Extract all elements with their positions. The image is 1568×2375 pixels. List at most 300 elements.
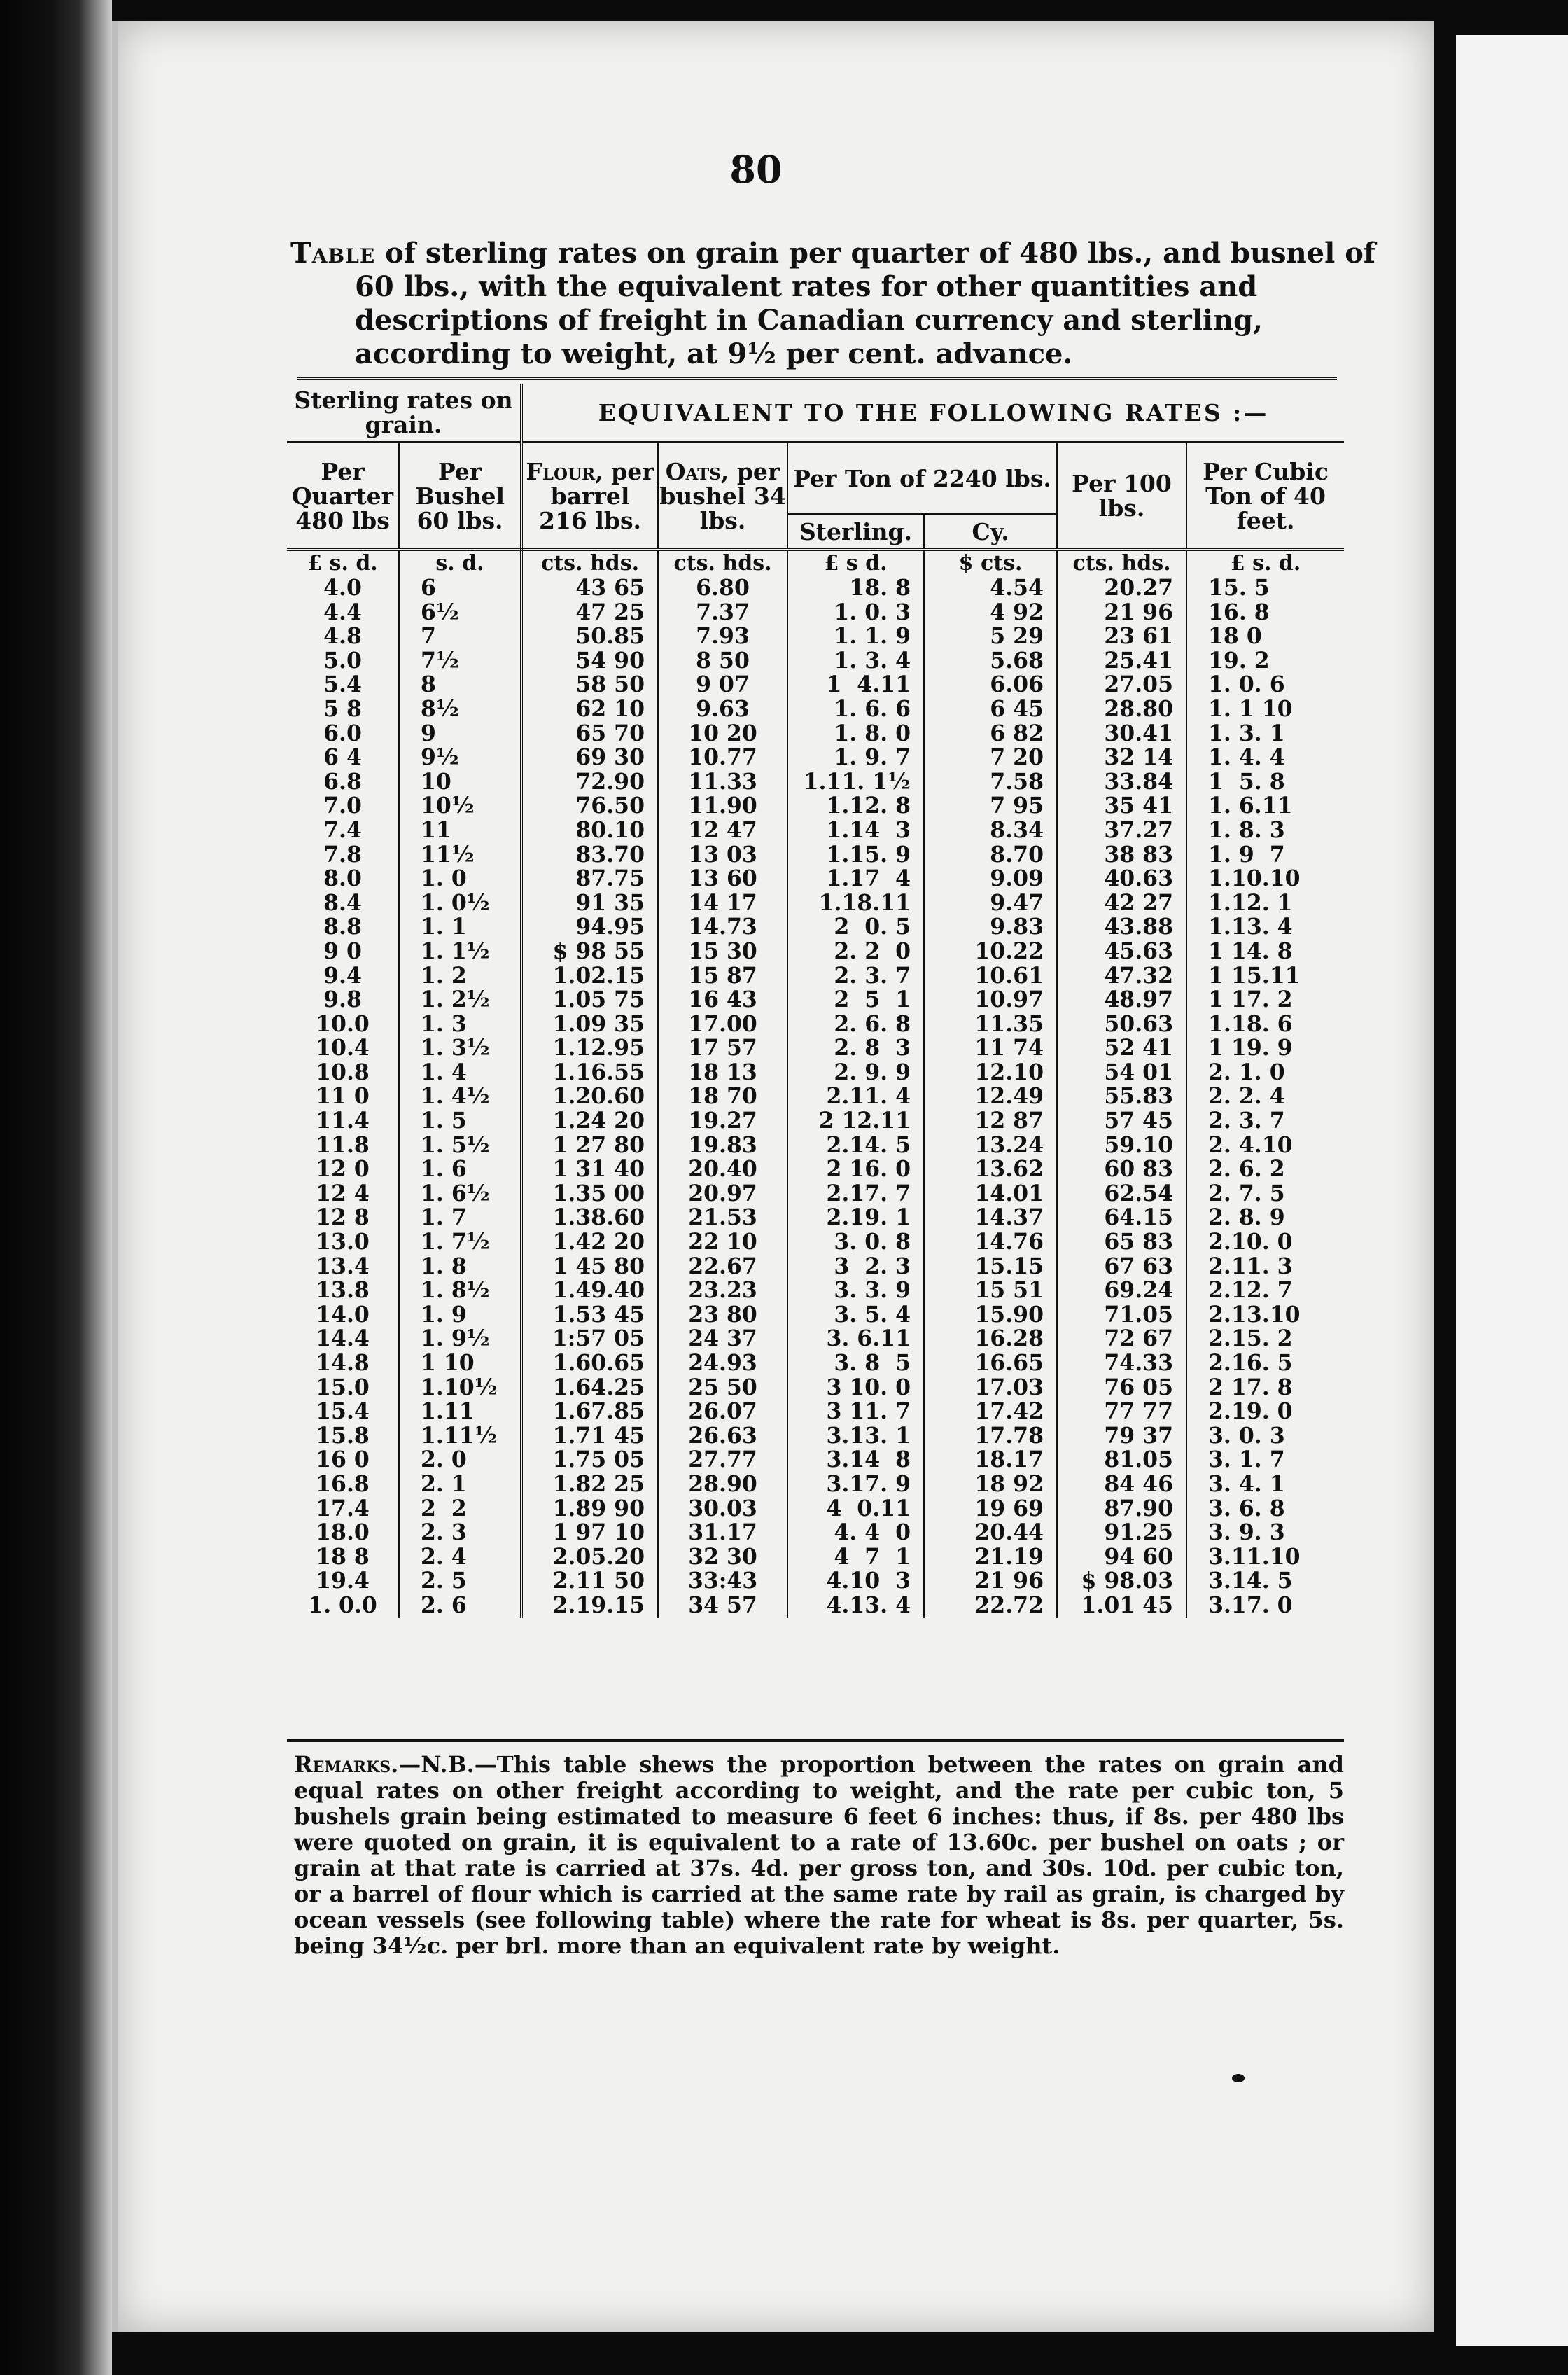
cell-per-cubic: 19. 2 <box>1208 647 1270 674</box>
cell-ton-cy: 11.35 <box>924 1012 1057 1037</box>
table-row <box>287 1085 1344 1109</box>
cell-per-100: 20.27 <box>1057 576 1186 601</box>
cell-ton-cy: 7.58 <box>924 770 1057 795</box>
cell-ton-cy: 20.44 <box>924 1521 1057 1545</box>
cell-per-100: 72 67 <box>1057 1327 1186 1351</box>
cell-ton-sterling: 1 4.11 <box>788 673 924 697</box>
cell-oats: 23.23 <box>658 1279 788 1303</box>
cell-ton-sterling: 3. 6.11 <box>788 1327 924 1351</box>
cell-per-quarter: 8.4 <box>287 891 399 916</box>
table-row <box>287 1230 1344 1255</box>
unit-sterling: £ s d. <box>788 550 924 576</box>
cell-per-bushel: 2. 3 <box>399 1521 522 1545</box>
cell-per-quarter: 5.0 <box>287 649 399 674</box>
cell-per-100: 84 46 <box>1057 1472 1186 1497</box>
cell-ton-sterling: 3. 3. 9 <box>788 1279 924 1303</box>
cell-flour: 1.60.65 <box>522 1351 658 1376</box>
cell-per-cubic: 2. 7. 5 <box>1208 1180 1285 1206</box>
cell-per-100: 32 14 <box>1057 746 1186 770</box>
cell-per-bushel: 1. 1½ <box>399 940 522 964</box>
table-row <box>287 867 1344 891</box>
table-title <box>290 237 1405 371</box>
cell-oats: 10.77 <box>658 746 788 770</box>
cell-per-cubic: 1. 3. 1 <box>1208 720 1285 746</box>
cell-ton-sterling: 2. 3. 7 <box>788 964 924 989</box>
table-row <box>287 1061 1344 1085</box>
cell-oats: 19.27 <box>658 1109 788 1134</box>
cell-flour: 72.90 <box>522 770 658 795</box>
table-row <box>287 1400 1344 1424</box>
cell-per-quarter: 6 4 <box>287 746 399 770</box>
cell-per-100: 42 27 <box>1057 891 1186 916</box>
header-cy: Cy. <box>924 514 1057 550</box>
cell-per-cubic: 2. 3. 7 <box>1208 1108 1285 1134</box>
cell-per-bushel: 2. 6 <box>399 1594 522 1618</box>
cell-flour: 1:57 05 <box>522 1327 658 1351</box>
cell-per-bushel: 1. 9 <box>399 1303 522 1328</box>
cell-per-100: 40.63 <box>1057 867 1186 891</box>
header-per-ton: Per Ton of 2240 lbs. <box>788 443 1057 515</box>
page-number: 80 <box>729 147 783 192</box>
cell-per-bushel: 1. 4 <box>399 1061 522 1085</box>
cell-per-bushel: 1. 2½ <box>399 988 522 1012</box>
cell-per-cubic: 2.15. 2 <box>1208 1325 1293 1352</box>
cell-per-bushel: 2 2 <box>399 1497 522 1521</box>
cell-per-100: 60 83 <box>1057 1157 1186 1182</box>
cell-oats: 22 10 <box>658 1230 788 1255</box>
table-row <box>287 915 1344 940</box>
cell-per-bushel: 2. 1 <box>399 1472 522 1497</box>
cell-flour: 1.89 90 <box>522 1497 658 1521</box>
cell-ton-sterling: 1.18.11 <box>788 891 924 916</box>
cell-flour: 2.05.20 <box>522 1545 658 1570</box>
cell-per-cubic: 3.17. 0 <box>1208 1592 1293 1618</box>
cell-per-quarter: 4.4 <box>287 601 399 625</box>
cell-flour: 1 97 10 <box>522 1521 658 1545</box>
cell-ton-sterling: 3 11. 7 <box>788 1400 924 1424</box>
cell-per-bushel: 1. 6 <box>399 1157 522 1182</box>
table-row <box>287 794 1344 819</box>
table-row <box>287 673 1344 697</box>
cell-ton-sterling: 3.13. 1 <box>788 1424 924 1449</box>
table-row <box>287 1351 1344 1376</box>
cell-per-quarter: 9.4 <box>287 964 399 989</box>
cell-per-100: 71.05 <box>1057 1303 1186 1328</box>
cell-per-100: 81.05 <box>1057 1448 1186 1472</box>
cell-oats: 9 07 <box>658 673 788 697</box>
cell-per-cubic: 16. 8 <box>1208 599 1270 625</box>
cell-per-bushel: 2. 4 <box>399 1545 522 1570</box>
cell-ton-cy: 19 69 <box>924 1497 1057 1521</box>
cell-ton-sterling: 3 10. 0 <box>788 1376 924 1400</box>
cell-ton-cy: 9.09 <box>924 867 1057 891</box>
cell-oats: 15 30 <box>658 940 788 964</box>
cell-per-100: 87.90 <box>1057 1497 1186 1521</box>
cell-ton-cy: 7 95 <box>924 794 1057 819</box>
cell-ton-cy: 14.76 <box>924 1230 1057 1255</box>
cell-flour: 43 65 <box>522 576 658 601</box>
header-oats <box>658 443 788 550</box>
cell-per-cubic: 1. 9 7 <box>1208 841 1285 868</box>
cell-per-quarter: 5.4 <box>287 673 399 697</box>
cell-ton-cy: 21.19 <box>924 1545 1057 1570</box>
cell-oats: 15 87 <box>658 964 788 989</box>
cell-flour: 69 30 <box>522 746 658 770</box>
cell-per-cubic: 1. 4. 4 <box>1208 744 1285 771</box>
cell-per-bushel: 2. 5 <box>399 1569 522 1594</box>
cell-ton-sterling: 1.11. 1½ <box>788 770 924 795</box>
cell-ton-sterling: 2. 6. 8 <box>788 1012 924 1037</box>
cell-flour: 1.75 05 <box>522 1448 658 1472</box>
table-row <box>287 1569 1344 1594</box>
header-flour <box>522 443 658 550</box>
cell-flour: 1.02.15 <box>522 964 658 989</box>
cell-per-quarter: 12 8 <box>287 1206 399 1230</box>
cell-per-bushel: 10½ <box>399 794 522 819</box>
cell-flour: 50.85 <box>522 625 658 649</box>
cell-ton-sterling: 1. 1. 9 <box>788 625 924 649</box>
cell-flour: 1.71 45 <box>522 1424 658 1449</box>
cell-per-cubic: 2.11. 3 <box>1208 1253 1293 1279</box>
cell-flour: 1.64.25 <box>522 1376 658 1400</box>
cell-per-quarter: 4.0 <box>287 576 399 601</box>
cell-ton-sterling: 1. 9. 7 <box>788 746 924 770</box>
cell-per-cubic: 2. 2. 4 <box>1208 1083 1285 1110</box>
cell-flour: 83.70 <box>522 843 658 868</box>
cell-flour: 65 70 <box>522 722 658 746</box>
remarks-text: —N.B.—This table shews the proportion between the rates on grain and equal rates on other freight according to weight, and the rate per cubic ton, 5 bushels grain being estimated to measure 6 feet 6 inches: thus, if 8s. per 480 lbs were quoted on grain, it is equivalent to a rate of 13.60c. per bushel on oats ; or grain at that rate is carried at 37s. 4d. per gross ton, and 30s. 10d. per cubic ton, or a barrel of flour which is carried at the same rate by rail as grain, is charged by ocean vessels (see following table) where the rate for wheat is 8s. per quarter, 5s. being 34½c. per brl. more than an equivalent rate by weight. <box>294 1751 1344 1959</box>
cell-flour: 62 10 <box>522 697 658 722</box>
table-row <box>287 891 1344 916</box>
cell-per-100: 48.97 <box>1057 988 1186 1012</box>
cell-per-cubic: 1 5. 8 <box>1208 768 1285 795</box>
cell-per-100: 54 01 <box>1057 1061 1186 1085</box>
table-body <box>287 576 1344 1618</box>
table-row <box>287 1157 1344 1182</box>
cell-per-cubic: 1.12. 1 <box>1208 889 1293 916</box>
cell-per-bushel: 1. 4½ <box>399 1085 522 1109</box>
cell-per-quarter: 13.8 <box>287 1279 399 1303</box>
cell-oats: 11.90 <box>658 794 788 819</box>
cell-ton-cy: 9.83 <box>924 915 1057 940</box>
table-row <box>287 722 1344 746</box>
cell-per-cubic: 3. 9. 3 <box>1208 1519 1285 1546</box>
cell-per-cubic: 3. 4. 1 <box>1208 1470 1285 1497</box>
cell-per-cubic: 2.16. 5 <box>1208 1350 1293 1376</box>
table-row <box>287 940 1344 964</box>
cell-per-bushel: 7 <box>399 625 522 649</box>
cell-per-cubic: 1 19. 9 <box>1208 1035 1293 1061</box>
cell-per-100: 23 61 <box>1057 625 1186 649</box>
cell-per-quarter: 4.8 <box>287 625 399 649</box>
table-row <box>287 649 1344 674</box>
cell-per-quarter: 15.8 <box>287 1424 399 1449</box>
cell-oats: 24 37 <box>658 1327 788 1351</box>
cell-per-cubic: 2.12. 7 <box>1208 1277 1293 1304</box>
cell-per-quarter: 17.4 <box>287 1497 399 1521</box>
cell-per-quarter: 13.0 <box>287 1230 399 1255</box>
unit-flour: cts. hds. <box>522 550 658 576</box>
rates-table-wrap <box>287 384 1344 1618</box>
cell-ton-sterling: 1.14 3 <box>788 819 924 843</box>
rates-table <box>287 384 1344 1618</box>
cell-ton-sterling: 2.11. 4 <box>788 1085 924 1109</box>
cell-per-quarter: 5 8 <box>287 697 399 722</box>
unit-cy: $ cts. <box>924 550 1057 576</box>
cell-ton-sterling: 1. 3. 4 <box>788 649 924 674</box>
cell-ton-cy: 21 96 <box>924 1569 1057 1594</box>
cell-per-quarter: 10.4 <box>287 1036 399 1061</box>
cell-per-bushel: 10 <box>399 770 522 795</box>
unit-per-100: cts. hds. <box>1057 550 1186 576</box>
cell-per-bushel: 1. 7 <box>399 1206 522 1230</box>
cell-oats: 22.67 <box>658 1255 788 1279</box>
cell-ton-sterling: 2 16. 0 <box>788 1157 924 1182</box>
cell-per-cubic: 2 17. 8 <box>1208 1374 1293 1400</box>
cell-per-100: 45.63 <box>1057 940 1186 964</box>
cell-per-cubic: 1 14. 8 <box>1208 938 1293 964</box>
cell-oats: 20.40 <box>658 1157 788 1182</box>
cell-per-100: 47.32 <box>1057 964 1186 989</box>
cell-per-bushel: 1. 8 <box>399 1255 522 1279</box>
cell-per-100: 21 96 <box>1057 601 1186 625</box>
cell-per-bushel: 9½ <box>399 746 522 770</box>
cell-ton-sterling: 3. 5. 4 <box>788 1303 924 1328</box>
cell-per-100: 35 41 <box>1057 794 1186 819</box>
cell-per-quarter: 9.8 <box>287 988 399 1012</box>
cell-ton-cy: 16.65 <box>924 1351 1057 1376</box>
cell-per-100: 30.41 <box>1057 722 1186 746</box>
cell-ton-cy: 5.68 <box>924 649 1057 674</box>
cell-flour: 1.12.95 <box>522 1036 658 1061</box>
cell-per-quarter: 13.4 <box>287 1255 399 1279</box>
header-oats-rest: per bushel 34 lbs. <box>659 457 786 534</box>
table-row <box>287 1545 1344 1570</box>
cell-oats: 28.90 <box>658 1472 788 1497</box>
cell-flour: 2.11 50 <box>522 1569 658 1594</box>
cell-ton-sterling: 3.17. 9 <box>788 1472 924 1497</box>
cell-per-bushel: 1. 0½ <box>399 891 522 916</box>
cell-flour: 1 31 40 <box>522 1157 658 1182</box>
cell-per-quarter: 11 0 <box>287 1085 399 1109</box>
cell-per-cubic: 3.11.10 <box>1208 1543 1301 1570</box>
cell-ton-cy: 14.37 <box>924 1206 1057 1230</box>
cell-per-quarter: 16 0 <box>287 1448 399 1472</box>
cell-per-quarter: 18 8 <box>287 1545 399 1570</box>
cell-flour: 1.53 45 <box>522 1303 658 1328</box>
table-row <box>287 1376 1344 1400</box>
cell-oats: 26.07 <box>658 1400 788 1424</box>
header-equivalent-group: EQUIVALENT TO THE FOLLOWING RATES :— <box>522 384 1344 443</box>
cell-oats: 27.77 <box>658 1448 788 1472</box>
cell-per-cubic: 1.10.10 <box>1208 865 1301 892</box>
table-row <box>287 1472 1344 1497</box>
cell-flour: 58 50 <box>522 673 658 697</box>
remarks-paragraph <box>294 1752 1344 1959</box>
cell-per-quarter: 16.8 <box>287 1472 399 1497</box>
cell-oats: 25 50 <box>658 1376 788 1400</box>
cell-ton-sterling: 1. 8. 0 <box>788 722 924 746</box>
table-row <box>287 697 1344 722</box>
cell-ton-sterling: 2 5 1 <box>788 988 924 1012</box>
table-row <box>287 601 1344 625</box>
cell-ton-sterling: 2.19. 1 <box>788 1206 924 1230</box>
cell-ton-sterling: 3. 8 5 <box>788 1351 924 1376</box>
cell-ton-cy: 4.54 <box>924 576 1057 601</box>
cell-per-cubic: 2. 1. 0 <box>1208 1059 1285 1085</box>
cell-per-quarter: 14.0 <box>287 1303 399 1328</box>
cell-flour: 1.16.55 <box>522 1061 658 1085</box>
cell-per-quarter: 12 0 <box>287 1157 399 1182</box>
cell-per-quarter: 10.8 <box>287 1061 399 1085</box>
cell-ton-sterling: 4.13. 4 <box>788 1594 924 1618</box>
cell-per-quarter: 6.0 <box>287 722 399 746</box>
cell-ton-sterling: 2. 9. 9 <box>788 1061 924 1085</box>
cell-ton-sterling: 1. 0. 3 <box>788 601 924 625</box>
cell-per-cubic: 1. 0. 6 <box>1208 671 1285 698</box>
cell-per-100: 50.63 <box>1057 1012 1186 1037</box>
cell-oats: 26.63 <box>658 1424 788 1449</box>
cell-ton-sterling: 2. 2 0 <box>788 940 924 964</box>
cell-ton-cy: 18.17 <box>924 1448 1057 1472</box>
cell-per-quarter: 14.4 <box>287 1327 399 1351</box>
cell-per-bushel: 11½ <box>399 843 522 868</box>
cell-per-bushel: 1. 6½ <box>399 1182 522 1206</box>
cell-per-bushel: 8 <box>399 673 522 697</box>
cell-ton-sterling: 2.17. 7 <box>788 1182 924 1206</box>
table-row <box>287 988 1344 1012</box>
unit-per-cubic: £ s. d. <box>1230 551 1301 576</box>
cell-ton-sterling: 2 12.11 <box>788 1109 924 1134</box>
cell-ton-sterling: 4.10 3 <box>788 1569 924 1594</box>
cell-per-quarter: 15.4 <box>287 1400 399 1424</box>
table-row <box>287 1255 1344 1279</box>
cell-ton-cy: 11 74 <box>924 1036 1057 1061</box>
cell-per-cubic: 3. 1. 7 <box>1208 1447 1285 1473</box>
cell-flour: 47 25 <box>522 601 658 625</box>
cell-oats: 33:43 <box>658 1569 788 1594</box>
cell-per-quarter: 8.0 <box>287 867 399 891</box>
cell-per-100: 52 41 <box>1057 1036 1186 1061</box>
cell-ton-cy: 4 92 <box>924 601 1057 625</box>
cell-per-cubic: 1. 6.11 <box>1208 793 1293 819</box>
header-flour-lead: Flour, <box>526 457 603 485</box>
cell-ton-cy: 8.70 <box>924 843 1057 868</box>
cell-ton-cy: 6 45 <box>924 697 1057 722</box>
bottom-rule <box>287 1739 1344 1742</box>
cell-ton-cy: 12.10 <box>924 1061 1057 1085</box>
cell-oats: 8 50 <box>658 649 788 674</box>
cell-ton-sterling: 3 2. 3 <box>788 1255 924 1279</box>
cell-oats: 16 43 <box>658 988 788 1012</box>
cell-ton-sterling: 3. 0. 8 <box>788 1230 924 1255</box>
table-row <box>287 1448 1344 1472</box>
cell-ton-cy: 14.01 <box>924 1182 1057 1206</box>
cell-flour: 1 45 80 <box>522 1255 658 1279</box>
cell-ton-cy: 5 29 <box>924 625 1057 649</box>
cell-per-cubic: 3. 6. 8 <box>1208 1495 1285 1521</box>
unit-per-quarter: £ s. d. <box>287 550 399 576</box>
cell-flour: 1 27 80 <box>522 1134 658 1158</box>
cell-per-100: 67 63 <box>1057 1255 1186 1279</box>
cell-ton-sterling: 2. 8 3 <box>788 1036 924 1061</box>
cell-per-quarter: 7.0 <box>287 794 399 819</box>
cell-per-100: 37.27 <box>1057 819 1186 843</box>
cell-oats: 6.80 <box>658 576 788 601</box>
cell-per-100: 25.41 <box>1057 649 1186 674</box>
cell-ton-cy: 9.47 <box>924 891 1057 916</box>
cell-per-100: 91.25 <box>1057 1521 1186 1545</box>
cell-ton-cy: 13.62 <box>924 1157 1057 1182</box>
table-row <box>287 1303 1344 1328</box>
cell-oats: 20.97 <box>658 1182 788 1206</box>
cell-ton-sterling: 1.17 4 <box>788 867 924 891</box>
cell-flour: 1.38.60 <box>522 1206 658 1230</box>
table-row <box>287 1279 1344 1303</box>
cell-per-100: 69.24 <box>1057 1279 1186 1303</box>
cell-per-bushel: 1. 8½ <box>399 1279 522 1303</box>
cell-per-quarter: 19.4 <box>287 1569 399 1594</box>
cell-flour: 54 90 <box>522 649 658 674</box>
cell-per-quarter: 12 4 <box>287 1182 399 1206</box>
cell-ton-cy: 10.22 <box>924 940 1057 964</box>
table-row <box>287 1134 1344 1158</box>
cell-per-quarter: 7.4 <box>287 819 399 843</box>
cell-per-bushel: 6 <box>399 576 522 601</box>
cell-per-100: 62.54 <box>1057 1182 1186 1206</box>
table-row <box>287 1012 1344 1037</box>
ink-spot <box>1232 2074 1245 2082</box>
header-per-cubic-ton: Per Cubic Ton of 40 feet. <box>1186 443 1344 550</box>
cell-ton-cy: 10.97 <box>924 988 1057 1012</box>
table-row <box>287 770 1344 795</box>
cell-oats: 24.93 <box>658 1351 788 1376</box>
cell-flour: 1.67.85 <box>522 1400 658 1424</box>
title-text: of sterling rates on grain per quarter of 480 lbs., and busnel of 60 lbs., with the equivalent rates for other quantities and descriptions of freight in Canadian currency and sterling, according to weight, at 9½ per cent. advance. <box>355 237 1376 370</box>
cell-per-100: 64.15 <box>1057 1206 1186 1230</box>
cell-ton-sterling: 4 0.11 <box>788 1497 924 1521</box>
cell-per-cubic: 2. 8. 9 <box>1208 1204 1285 1231</box>
cell-per-100: 55.83 <box>1057 1085 1186 1109</box>
cell-oats: 13 03 <box>658 843 788 868</box>
cell-ton-cy: 6.06 <box>924 673 1057 697</box>
cell-per-cubic: 1 15.11 <box>1208 962 1301 989</box>
cell-per-bushel: 1. 2 <box>399 964 522 989</box>
cell-oats: 23 80 <box>658 1303 788 1328</box>
cell-per-cubic: 1. 1 10 <box>1208 695 1293 722</box>
cell-per-cubic: 2.13.10 <box>1208 1301 1301 1328</box>
cell-flour: 1.09 35 <box>522 1012 658 1037</box>
cell-per-bushel: 1. 5½ <box>399 1134 522 1158</box>
cell-ton-sterling: 2.14. 5 <box>788 1134 924 1158</box>
cell-per-quarter: 6.8 <box>287 770 399 795</box>
cell-per-cubic: 2. 4.10 <box>1208 1131 1293 1158</box>
cell-per-quarter: 15.0 <box>287 1376 399 1400</box>
table-row <box>287 1424 1344 1449</box>
cell-per-bushel: 7½ <box>399 649 522 674</box>
cell-oats: 17.00 <box>658 1012 788 1037</box>
table-row <box>287 1594 1344 1618</box>
table-row <box>287 964 1344 989</box>
cell-flour: 1.20.60 <box>522 1085 658 1109</box>
header-per-quarter: Per Quarter 480 lbs <box>287 443 399 550</box>
cell-per-quarter: 11.8 <box>287 1134 399 1158</box>
cell-per-quarter: 1. 0.0 <box>287 1594 399 1618</box>
cell-per-cubic: 3.14. 5 <box>1208 1568 1293 1594</box>
cell-per-bushel: 11 <box>399 819 522 843</box>
cell-per-cubic: 2.19. 0 <box>1208 1398 1293 1425</box>
table-row <box>287 1327 1344 1351</box>
